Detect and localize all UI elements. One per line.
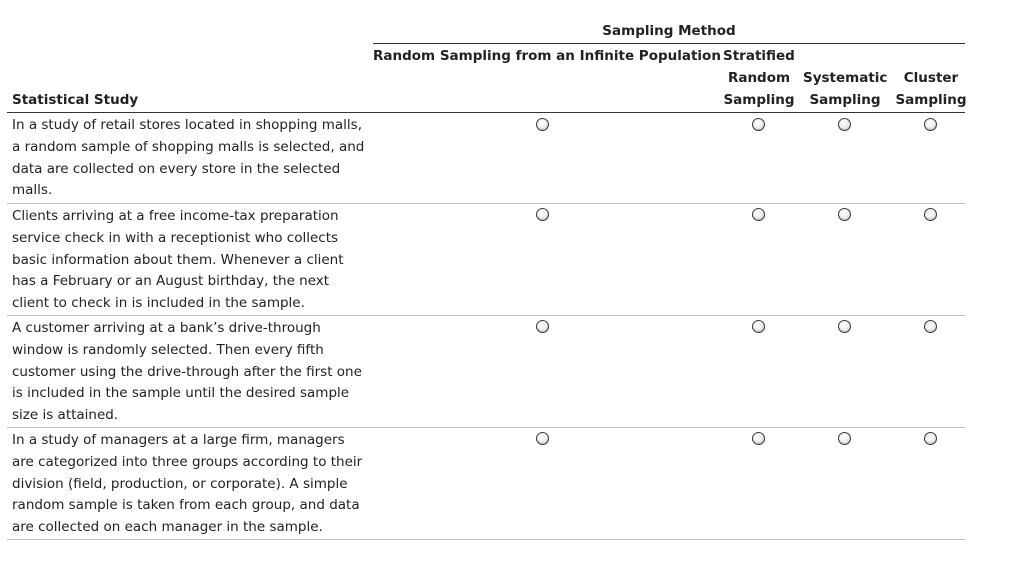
radio-stratified[interactable] — [752, 320, 765, 333]
radio-systematic[interactable] — [838, 432, 851, 445]
column-header-line: Sampling — [723, 92, 795, 108]
column-header-line: Random — [727, 70, 791, 86]
column-header-line: Systematic — [803, 70, 888, 86]
table-row — [7, 428, 965, 540]
study-description: In a study of retail stores located in shopping malls, a random sample of shopping malls is selected, and data are collected on every store in the selected malls. — [12, 117, 365, 199]
radio-cluster[interactable] — [924, 208, 937, 221]
sampling-method-title: Sampling Method — [602, 23, 736, 39]
radio-stratified[interactable] — [752, 118, 765, 131]
radio-random-infinite[interactable] — [536, 208, 549, 221]
radio-random-infinite[interactable] — [536, 320, 549, 333]
column-header-random-infinite — [373, 45, 721, 67]
radio-cluster[interactable] — [924, 118, 937, 131]
column-header-cluster — [895, 67, 967, 111]
column-header-line: Sampling — [809, 92, 881, 108]
radio-cluster[interactable] — [924, 432, 937, 445]
study-description: A customer arriving at a bank’s drive-through window is randomly selected. Then every fifth customer using the drive-through after the first one is included in the sample until the desired sample size is attained. — [12, 320, 362, 424]
study-description: Clients arriving at a free income-tax preparation service check in with a receptionist who collects basic information about them. Whenever a client has a February or an August birthday, the next client to check in is included in the sample. — [12, 208, 344, 312]
radio-random-infinite[interactable] — [536, 432, 549, 445]
radio-systematic[interactable] — [838, 118, 851, 131]
radio-cluster[interactable] — [924, 320, 937, 333]
column-header-line: Stratified — [723, 48, 795, 64]
study-description: In a study of managers at a large firm, managers are categorized into three groups according to their division (field, production, or corporate). A simple random sample is taken from each group, and data are collected on each manager in the sample. — [12, 432, 363, 536]
column-header-line: Cluster — [903, 70, 959, 86]
table-row — [7, 316, 965, 428]
column-header-line: Sampling — [895, 92, 967, 108]
radio-stratified[interactable] — [752, 208, 765, 221]
statistical-study-header: Statistical Study — [12, 92, 139, 108]
radio-stratified[interactable] — [752, 432, 765, 445]
column-header-systematic — [803, 67, 887, 111]
column-header-stratified — [723, 45, 795, 111]
radio-systematic[interactable] — [838, 208, 851, 221]
radio-systematic[interactable] — [838, 320, 851, 333]
radio-random-infinite[interactable] — [536, 118, 549, 131]
table-row — [7, 113, 965, 204]
column-header-line: Random Sampling from an Infinite Population — [373, 48, 721, 64]
group-divider — [373, 43, 965, 44]
table-row — [7, 204, 965, 316]
